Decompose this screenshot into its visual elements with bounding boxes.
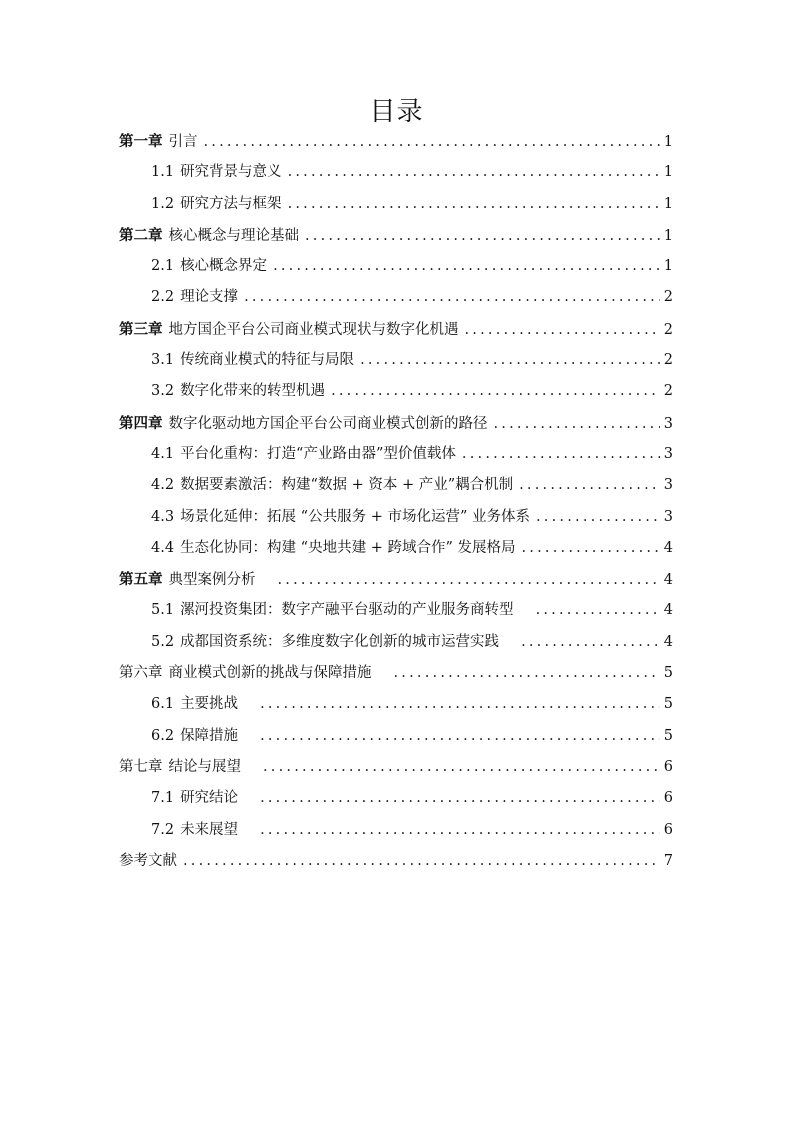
toc-entry-title: 数字化驱动地方国企平台公司商业模式创新的路径: [168, 415, 488, 432]
toc-chapter-entry[interactable]: [119, 846, 673, 877]
toc-chapter-entry[interactable]: [119, 314, 673, 345]
toc-entry-title: 生态化协同：构建 “央地共建 + 跨域合作” 发展格局: [180, 539, 516, 556]
toc-section-entry[interactable]: [119, 595, 673, 626]
toc-section-entry[interactable]: [119, 533, 673, 564]
toc-entry-title: 引言: [168, 134, 198, 150]
toc-entry-title: 研究背景与意义: [180, 164, 282, 181]
toc-entry-label: [151, 376, 325, 407]
toc-entry-label: [119, 752, 241, 783]
toc-page-number: 1: [663, 164, 673, 181]
toc-page-number: 2: [663, 383, 673, 400]
toc-chapter-entry[interactable]: [119, 564, 673, 595]
toc-entry-number: 3.2: [151, 383, 175, 400]
toc-dot-leader: [260, 689, 660, 720]
toc-entry-label: [151, 627, 499, 658]
toc-dot-leader: [288, 189, 660, 220]
toc-dot-leader: [260, 783, 660, 814]
toc-section-entry[interactable]: [119, 189, 673, 220]
toc-page-number: 5: [663, 696, 673, 713]
toc-dot-leader: [183, 846, 660, 877]
toc-entry-title: 数据要素激活：构建“数据 + 资本 + 产业”耦合机制: [180, 477, 514, 494]
toc-section-entry[interactable]: [119, 689, 673, 720]
toc-section-entry[interactable]: [119, 502, 673, 533]
toc-entry-number: 1.2: [151, 195, 175, 212]
table-of-contents: [119, 126, 673, 877]
toc-entry-number: 第六章: [119, 665, 163, 682]
toc-entry-label: [151, 689, 238, 720]
toc-entry-number: 4.2: [151, 477, 175, 494]
toc-dot-leader: [519, 470, 660, 501]
toc-page-number: 5: [663, 727, 673, 744]
toc-page-number: 6: [663, 790, 673, 807]
toc-entry-number: 4.1: [151, 445, 175, 462]
toc-entry-number: 2.2: [151, 289, 175, 306]
toc-entry-title: 核心概念与理论基础: [168, 227, 299, 244]
toc-section-entry[interactable]: [119, 815, 673, 846]
toc-section-entry[interactable]: [119, 376, 673, 407]
toc-entry-label: [151, 783, 238, 814]
toc-section-entry[interactable]: [119, 470, 673, 501]
toc-dot-leader: [204, 127, 660, 158]
toc-dot-leader: [465, 315, 660, 346]
toc-dot-leader: [521, 533, 659, 564]
toc-entry-title: 地方国企平台公司商业模式现状与数字化机遇: [168, 321, 459, 338]
toc-section-entry[interactable]: [119, 439, 673, 470]
toc-entry-title: 研究方法与框架: [180, 195, 282, 212]
toc-chapter-entry[interactable]: [119, 408, 673, 439]
toc-entry-label: [119, 314, 459, 346]
toc-entry-number: 5.2: [151, 633, 175, 650]
toc-entry-label: [119, 408, 488, 440]
toc-dot-leader: [305, 221, 660, 252]
toc-dot-leader: [288, 157, 660, 188]
toc-entry-label: [151, 251, 267, 282]
toc-entry-label: [151, 815, 238, 846]
toc-entry-title: 保障措施: [180, 727, 239, 744]
toc-dot-leader: [521, 627, 660, 658]
toc-entry-label: [151, 595, 514, 626]
toc-entry-label: [151, 502, 530, 533]
toc-entry-title: 结论与展望: [168, 758, 241, 775]
toc-page-number: 3: [663, 477, 673, 494]
toc-entry-label: [151, 189, 282, 220]
toc-dot-leader: [273, 251, 660, 282]
toc-entry-number: 2.1: [151, 258, 175, 275]
toc-entry-title: 参考文献: [119, 852, 177, 869]
toc-entry-title: 研究结论: [180, 790, 239, 807]
toc-entry-title: 传统商业模式的特征与局限: [180, 352, 355, 369]
toc-chapter-entry[interactable]: [119, 220, 673, 251]
toc-page-number: 2: [663, 289, 673, 306]
toc-entry-title: 未来展望: [180, 821, 239, 838]
toc-entry-title: 核心概念界定: [180, 258, 268, 275]
toc-entry-title: 理论支撑: [180, 289, 239, 306]
toc-entry-number: 4.3: [151, 508, 175, 525]
toc-entry-label: [151, 282, 238, 313]
toc-entry-label: [151, 439, 456, 470]
toc-page-number: 1: [663, 258, 673, 275]
toc-entry-label: [119, 220, 299, 252]
toc-entry-label: [151, 157, 282, 188]
toc-page-number: 1: [663, 195, 673, 212]
toc-dot-leader: [494, 409, 660, 440]
toc-entry-number: 7.2: [151, 821, 175, 838]
toc-page-number: 3: [663, 508, 673, 525]
toc-page-number: 3: [663, 445, 673, 462]
toc-page-number: 2: [663, 352, 673, 369]
toc-section-entry[interactable]: [119, 627, 673, 658]
toc-entry-number: 5.1: [151, 602, 175, 619]
toc-entry-number: 6.1: [151, 696, 175, 713]
toc-entry-label: [119, 846, 177, 877]
toc-dot-leader: [260, 721, 660, 752]
toc-chapter-entry[interactable]: [119, 658, 673, 689]
toc-entry-title: 商业模式创新的挑战与保障措施: [168, 665, 372, 682]
toc-entry-number: 7.1: [151, 790, 175, 807]
toc-dot-leader: [331, 376, 660, 407]
toc-dot-leader: [244, 282, 660, 313]
toc-dot-leader: [360, 345, 660, 376]
toc-page-number: 3: [663, 415, 673, 432]
toc-entry-number: 第二章: [119, 226, 163, 244]
toc-entry-title: 数字化带来的转型机遇: [180, 383, 326, 400]
toc-page-number: 2: [663, 321, 673, 338]
toc-entry-number: 4.4: [151, 539, 175, 556]
toc-entry-title: 漯河投资集团：数字产融平台驱动的产业服务商转型: [180, 602, 514, 619]
toc-page-number: 4: [663, 633, 673, 650]
toc-section-entry[interactable]: [119, 345, 673, 376]
toc-entry-label: [119, 564, 256, 596]
toc-section-entry[interactable]: [119, 157, 673, 188]
toc-entry-title: 平台化重构：打造“产业路由器”型价值载体: [180, 445, 456, 462]
toc-page-number: 5: [663, 665, 673, 682]
toc-entry-number: 第五章: [119, 571, 163, 589]
toc-entry-number: 1.1: [151, 164, 175, 181]
toc-page-number: 4: [663, 602, 673, 619]
toc-chapter-entry[interactable]: [119, 752, 673, 783]
toc-page-number: 4: [663, 539, 673, 556]
toc-dot-leader: [536, 595, 660, 626]
toc-entry-number: 第七章: [119, 758, 163, 775]
toc-page-number: 1: [663, 227, 673, 244]
toc-dot-leader: [394, 658, 660, 689]
toc-entry-label: [119, 126, 198, 158]
toc-dot-leader: [462, 439, 660, 470]
toc-entry-title: 典型案例分析: [168, 572, 256, 589]
toc-dot-leader: [536, 502, 660, 533]
toc-entry-label: [151, 470, 513, 501]
toc-entry-title: 成都国资系统：多维度数字化创新的城市运营实践: [180, 633, 500, 650]
toc-section-entry[interactable]: [119, 783, 673, 814]
toc-entry-number: 3.1: [151, 352, 175, 369]
toc-page-number: 1: [663, 134, 673, 150]
toc-dot-leader: [263, 752, 660, 783]
toc-section-entry[interactable]: [119, 251, 673, 282]
toc-entry-label: [151, 533, 515, 564]
toc-entry-number: 第三章: [119, 320, 163, 338]
toc-dot-leader: [278, 565, 660, 596]
toc-page-number: 6: [663, 821, 673, 838]
toc-entry-number: 6.2: [151, 727, 175, 744]
toc-section-entry[interactable]: [119, 721, 673, 752]
toc-entry-label: [151, 345, 354, 376]
toc-page-number: 6: [663, 758, 673, 775]
toc-entry-label: [119, 658, 372, 689]
toc-entry-number: 第一章: [119, 133, 163, 150]
toc-entry-title: 主要挑战: [180, 696, 239, 713]
toc-chapter-entry[interactable]: [119, 126, 673, 157]
page-title: 目录: [369, 97, 424, 127]
toc-page-number: 7: [663, 852, 673, 869]
toc-section-entry[interactable]: [119, 282, 673, 313]
toc-entry-number: 第四章: [119, 414, 163, 432]
toc-dot-leader: [260, 815, 660, 846]
toc-page-number: 4: [663, 572, 673, 589]
toc-entry-title: 场景化延伸：拓展 “公共服务 + 市场化运营” 业务体系: [180, 508, 530, 525]
toc-entry-label: [151, 721, 238, 752]
